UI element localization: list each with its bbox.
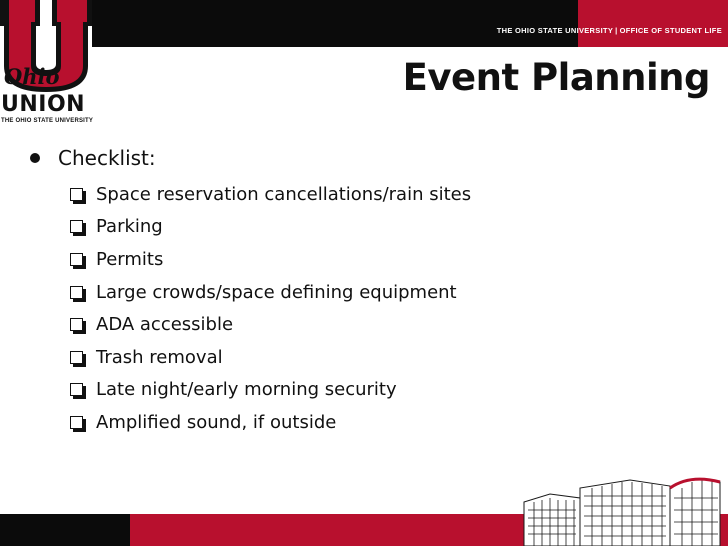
list-item-text: Space reservation cancellations/rain sites [96,183,472,205]
list-item-text: ADA accessible [96,314,234,336]
checkbox-bullet-icon [70,220,83,233]
credit-university: THE OHIO STATE UNIVERSITY [496,26,614,35]
checkbox-bullet-icon [70,253,83,266]
checkbox-bullet-icon [70,318,83,331]
list-item-text: Parking [96,216,163,238]
checklist-items [70,178,471,439]
list-item-text: Late night/early morning security [96,379,397,401]
list-item [70,178,471,211]
list-item [70,406,471,439]
list-item-text: Amplified sound, if outside [96,411,337,433]
header-credit [497,26,722,35]
credit-separator-icon: | [615,26,618,35]
logo-union-text: UNION [1,92,86,117]
checklist-label: Checklist: [58,146,156,170]
checkbox-bullet-icon [70,351,83,364]
list-item-text: Trash removal [96,346,223,368]
list-item [70,243,471,276]
ohio-union-building-icon [520,458,728,546]
checklist-heading [30,146,156,170]
list-item [70,374,471,407]
checkbox-bullet-icon [70,286,83,299]
header-accent-strip [578,0,728,47]
list-item [70,308,471,341]
list-item [70,211,471,244]
list-item [70,276,471,309]
header-bar [92,0,728,47]
bullet-icon [30,153,40,163]
list-item-text: Large crowds/space defining equipment [96,281,457,303]
list-item [70,341,471,374]
checkbox-bullet-icon [70,383,83,396]
slide-title: Event Planning [402,56,710,99]
checkbox-bullet-icon [70,188,83,201]
logo-ohio-text: Ohio [4,64,60,89]
list-item-text: Permits [96,248,164,270]
ohio-union-logo [0,0,96,130]
logo-university-text: THE OHIO STATE UNIVERSITY [1,118,94,124]
footer-black-block [0,514,130,546]
checkbox-bullet-icon [70,416,83,429]
credit-office: OFFICE OF STUDENT LIFE [619,26,722,35]
